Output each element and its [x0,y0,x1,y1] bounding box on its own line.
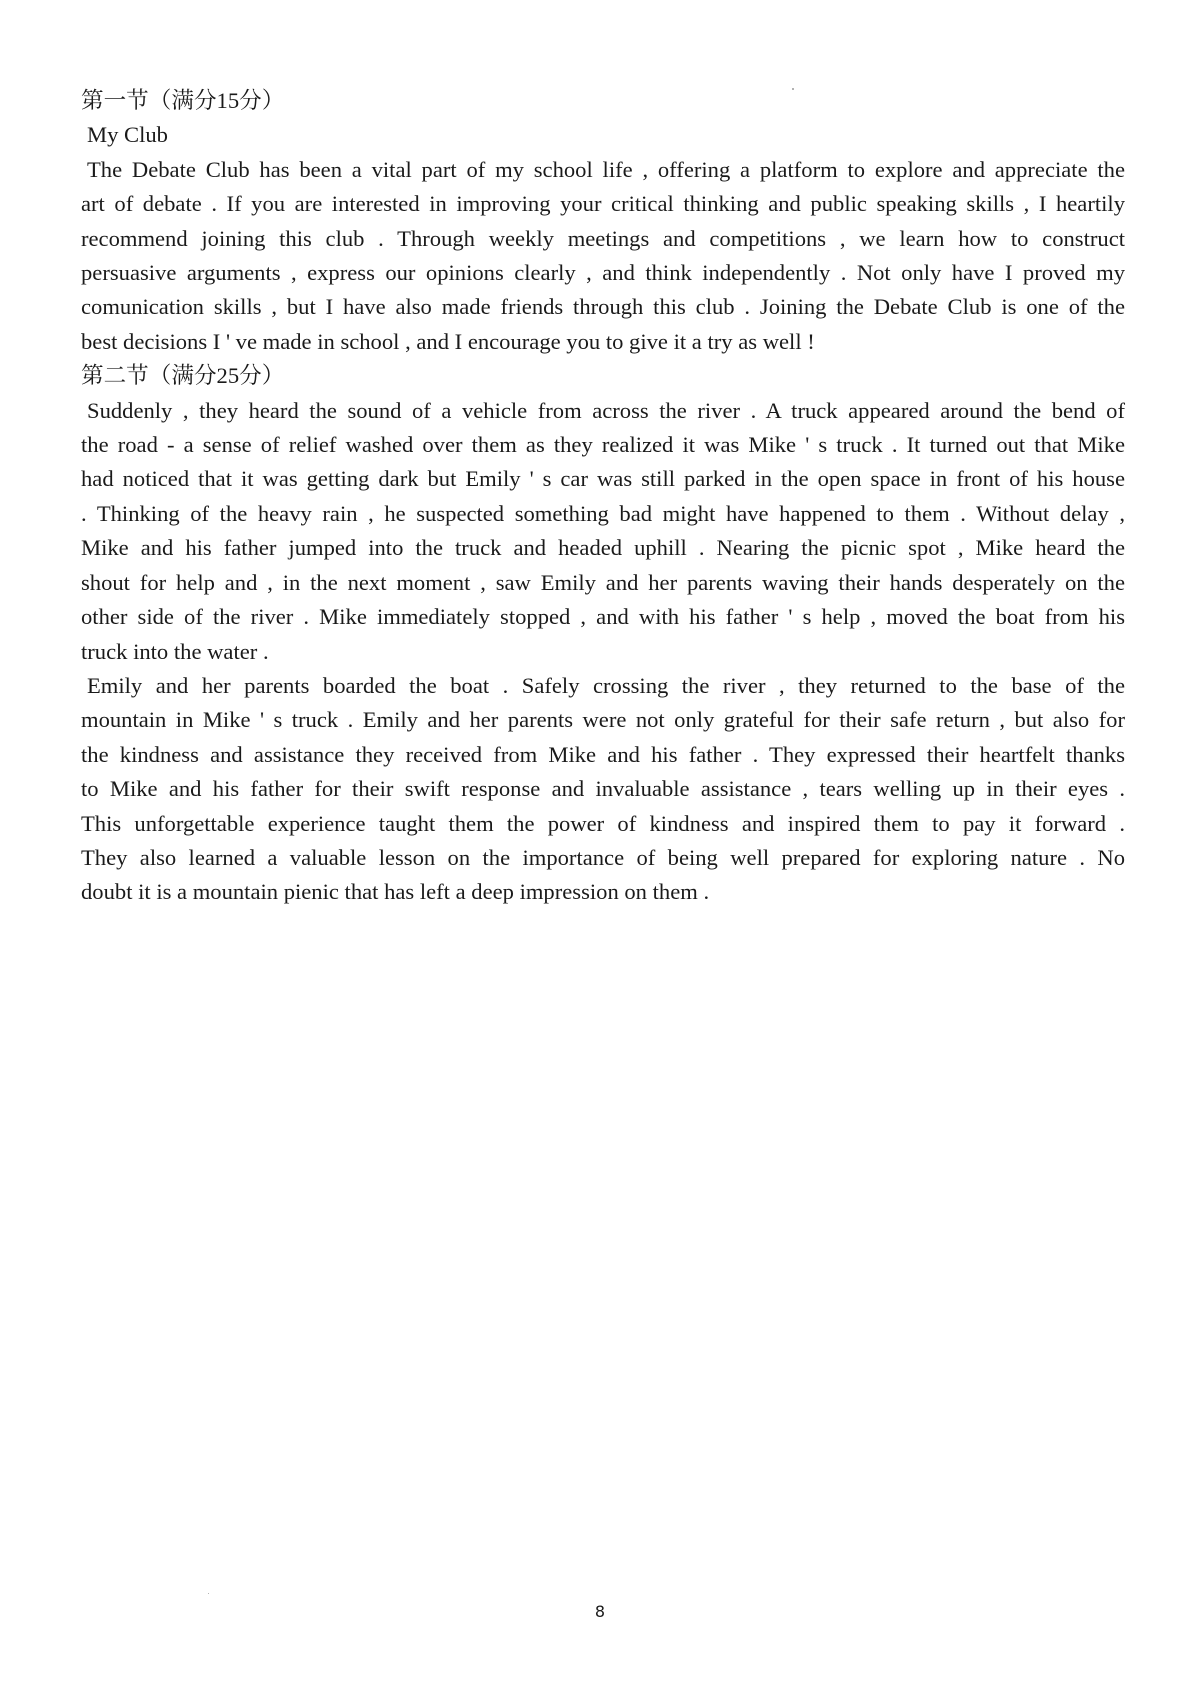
paragraph-line: the road - a sense of relief washed over them as they realized it was Mike ' s truck . It turned out that Mike [81,432,1125,458]
paragraph-line: shout for help and , in the next moment , saw Emily and her parents waving their hands desperately on the [81,569,1125,595]
paragraph-line: to Mike and his father for their swift response and invaluable assistance , tears welling up in their eyes . [81,776,1125,802]
section-1-paragraph [81,153,1125,359]
paragraph-line: Suddenly , they heard the sound of a vehicle from across the river . A truck appeared around the bend of [87,397,1125,423]
paragraph-line: recommend joining this club . Through weekly meetings and competitions , we learn how to construct [81,225,1125,251]
paragraph-line: They also learned a valuable lesson on the importance of being well prepared for exploring nature . No [81,844,1125,870]
section-1-heading: 第一节（满分15分） [81,88,285,113]
paragraph-line: This unforgettable experience taught them the power of kindness and inspired them to pay it forward . [81,810,1125,836]
page-content [81,84,1125,910]
section-2-paragraph-1 [81,394,1125,669]
paragraph-line: truck into the water . [81,638,269,664]
paragraph-line: comunication skills , but I have also made friends through this club . Joining the Debate Club is one of the [81,294,1125,320]
paragraph-line: mountain in Mike ' s truck . Emily and her parents were not only grateful for their safe return , but also for [81,707,1125,733]
paragraph-line: doubt it is a mountain pienic that has left a deep impression on them . [81,879,710,905]
paragraph-line: art of debate . If you are interested in improving your critical thinking and public speaking skills , I heartily [81,191,1125,217]
paragraph-line: Emily and her parents boarded the boat . Safely crossing the river , they returned to the base of the [87,672,1125,698]
section-2-paragraph-2 [81,669,1125,910]
page-number: 8 [594,1602,606,1621]
paragraph-line: . Thinking of the heavy rain , he suspected something bad might have happened to them . Without delay , [81,500,1125,526]
paragraph-line: the kindness and assistance they received from Mike and his father . They expressed their heartfelt thanks [81,741,1125,767]
section-2-heading: 第二节（满分25分） [81,363,285,389]
essay-title: My Club [87,122,168,148]
paragraph-line: other side of the river . Mike immediately stopped , and with his father ' s help , moved the boat from his [81,604,1125,630]
paragraph-line: best decisions I ' ve made in school , and I encourage you to give it a try as well ! [81,328,815,354]
scan-speck [792,88,794,90]
paragraph-line: persuasive arguments , express our opinions clearly , and think independently . Not only have I proved my [81,260,1125,286]
paragraph-line: The Debate Club has been a vital part of my school life , offering a platform to explore and appreciate the [87,156,1125,182]
paragraph-line: had noticed that it was getting dark but Emily ' s car was still parked in the open space in front of his house [81,466,1125,492]
paragraph-line: Mike and his father jumped into the truck and headed uphill . Nearing the picnic spot , Mike heard the [81,535,1125,561]
scan-speck [208,1593,209,1594]
